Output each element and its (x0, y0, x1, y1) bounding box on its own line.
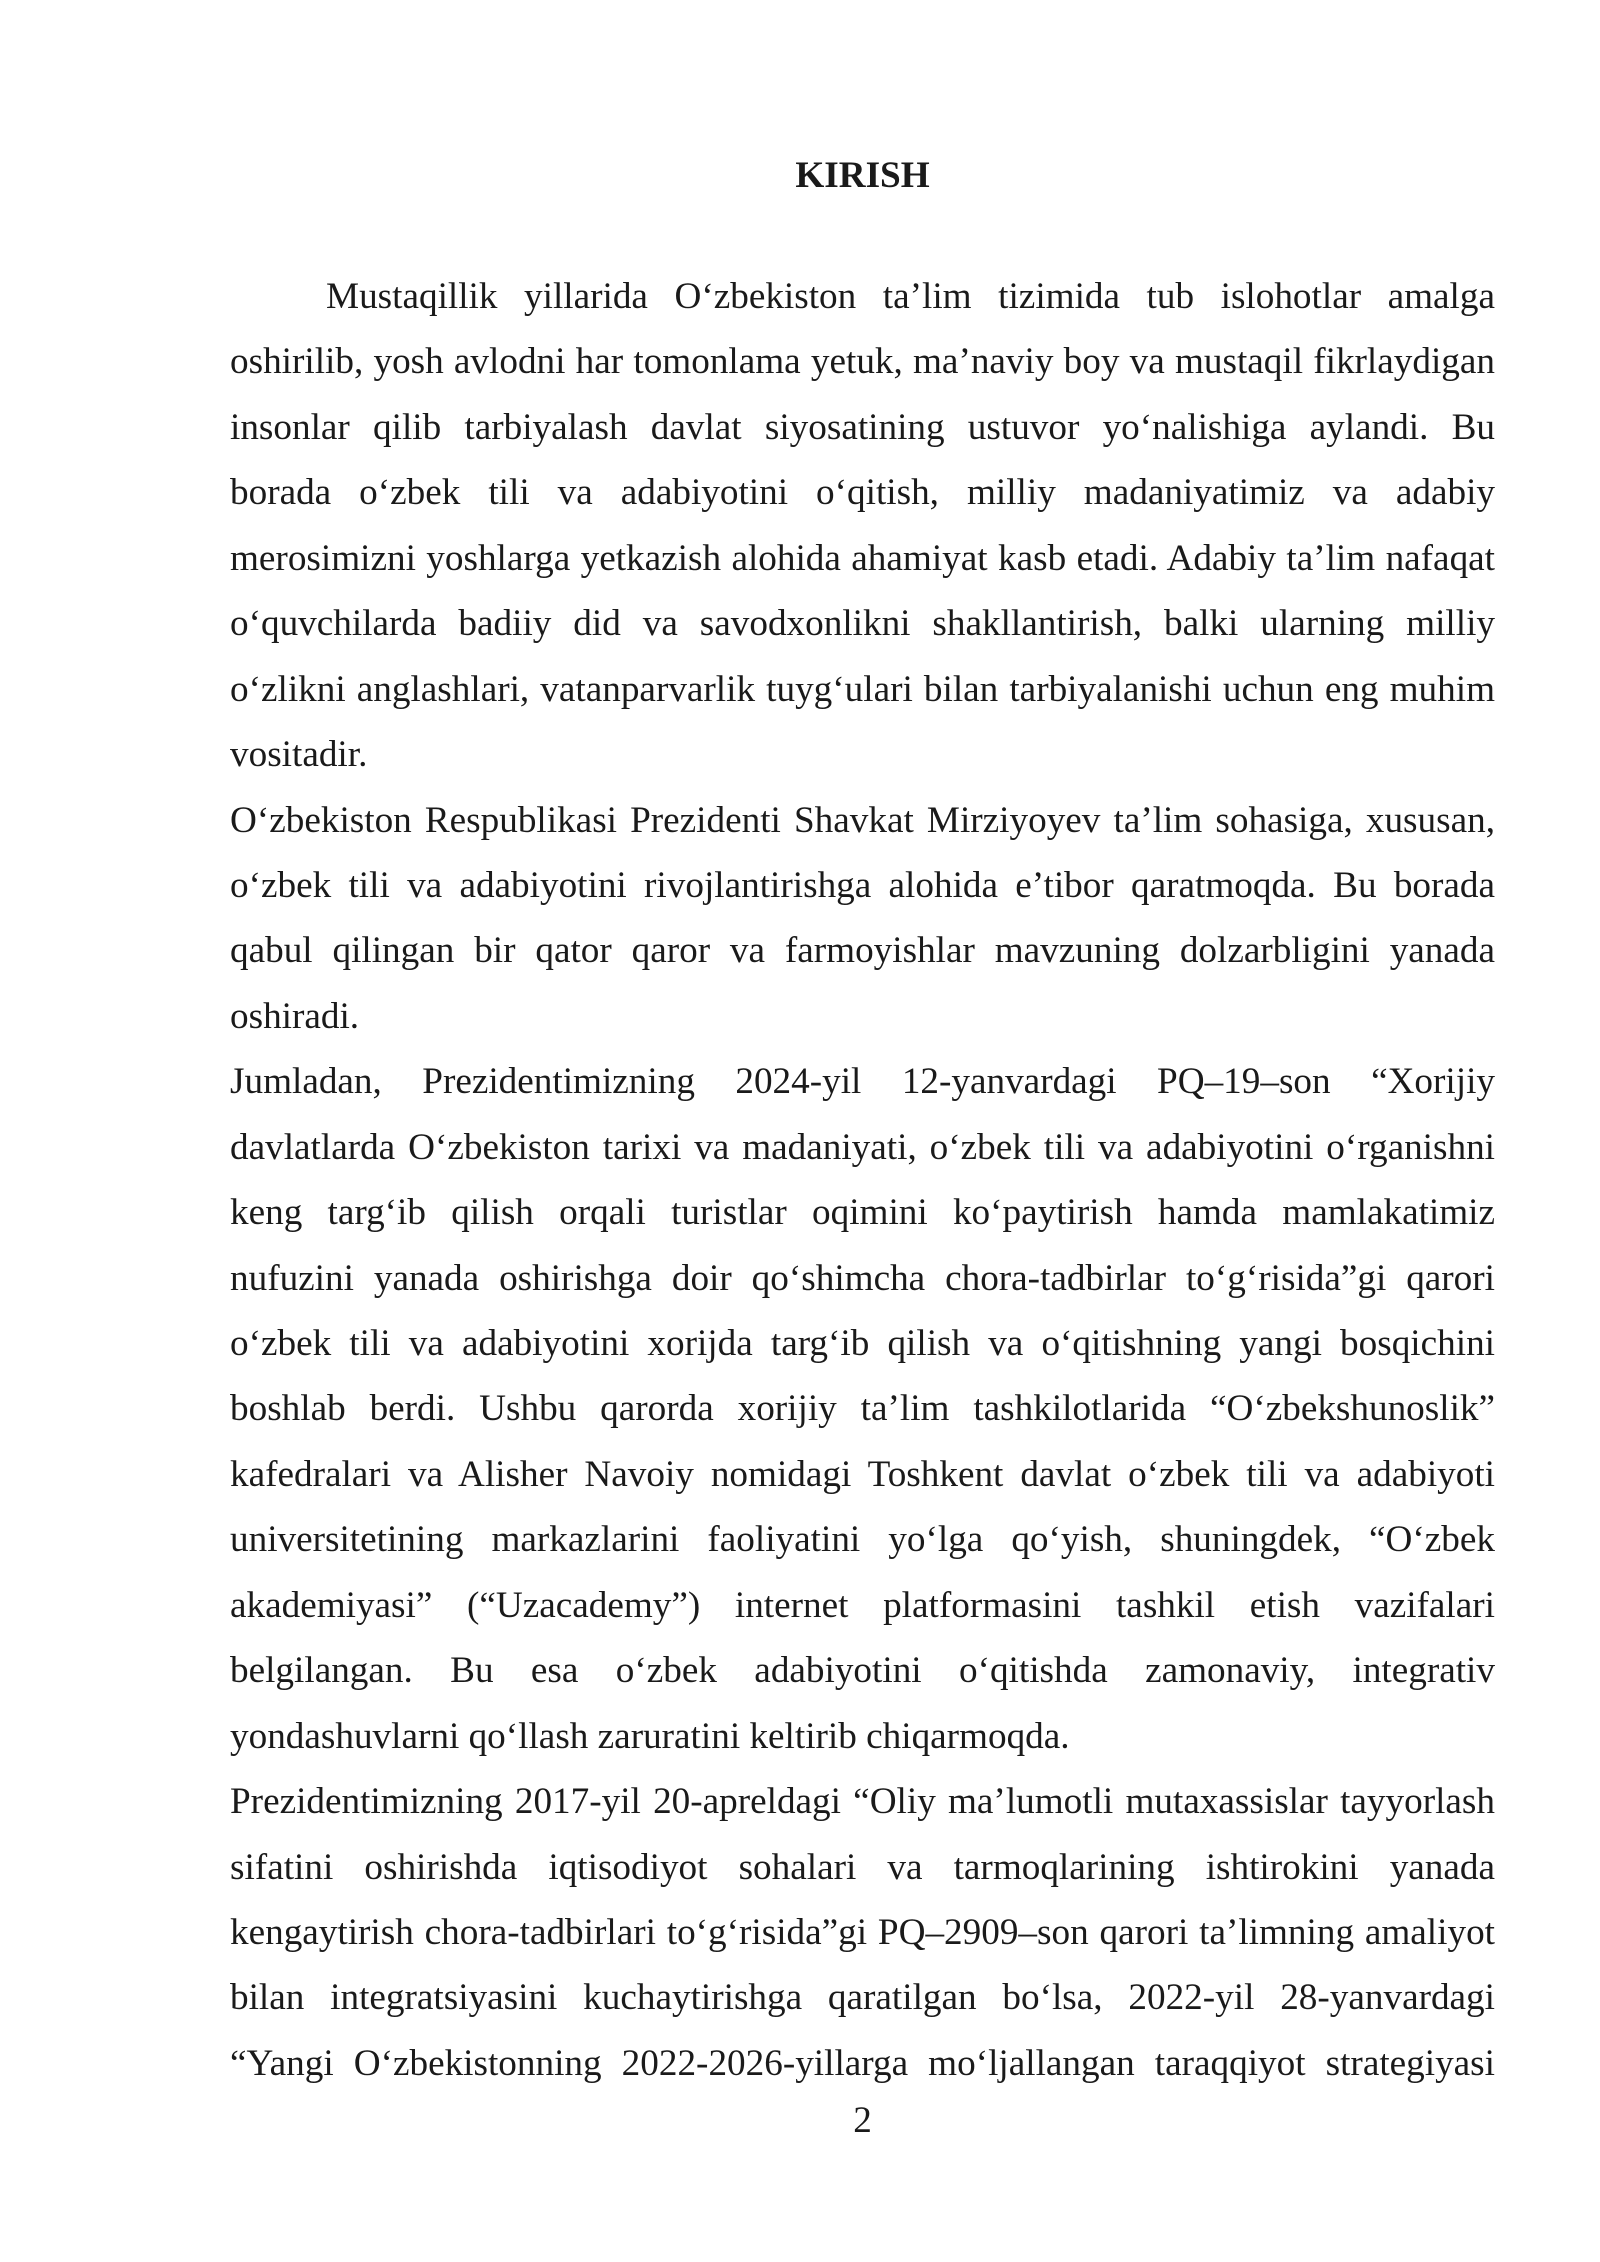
body-text (230, 264, 1495, 2096)
text-line: “Yangi O‘zbekistonning 2022-2026-yillarga mo‘ljallangan taraqqiyot strategiyasi (230, 2042, 1495, 2084)
text-line: akademiyasi” (“Uzacademy”) internet platformasini tashkil etish vazifalari (230, 1584, 1495, 1626)
text-line: belgilangan. Bu esa o‘zbek adabiyotini o‘qitishda zamonaviy, integrativ (230, 1650, 1495, 1692)
text-line: oshirilib, yosh avlodni har tomonlama yetuk, ma’naviy boy va mustaqil fikrlaydigan (230, 341, 1495, 383)
text-line: yondashuvlarni qo‘llash zaruratini keltirib chiqarmoqda. (230, 1715, 1070, 1757)
text-line: qabul qilingan bir qator qaror va farmoyishlar mavzuning dolzarbligini yanada (230, 930, 1495, 972)
text-line: Jumladan, Prezidentimizning 2024-yil 12-yanvardagi PQ–19–son “Xorijiy (230, 1061, 1495, 1103)
text-line: keng targ‘ib qilish orqali turistlar oqimini ko‘paytirish hamda mamlakatimiz (230, 1192, 1495, 1234)
text-line: o‘zbek tili va adabiyotini xorijda targ‘ib qilish va o‘qitishning yangi bosqichini (230, 1323, 1495, 1364)
text-line: o‘zlikni anglashlari, vatanparvarlik tuyg‘ulari bilan tarbiyalanishi uchun eng muhim (230, 668, 1495, 710)
text-line: davlatlarda O‘zbekiston tarixi va madaniyati, o‘zbek tili va adabiyotini o‘rganishni (230, 1126, 1495, 1168)
text-line: nufuzini yanada oshirishga doir qo‘shimcha chora-tadbirlar to‘g‘risida”gi qarori (230, 1257, 1495, 1299)
text-line: bilan integratsiyasini kuchaytirishga qaratilgan bo‘lsa, 2022-yil 28-yanvardagi (230, 1977, 1495, 2019)
paragraph (230, 1049, 1495, 1769)
text-line: boshlab berdi. Ushbu qarorda xorijiy ta’lim tashkilotlarida “O‘zbekshunoslik” (230, 1388, 1495, 1430)
text-line: kengaytirish chora-tadbirlari to‘g‘risida”gi PQ–2909–son qarori ta’limning amaliyot (230, 1911, 1495, 1953)
text-line: o‘zbek tili va adabiyotini rivojlantirishga alohida e’tibor qaratmoqda. Bu borada (230, 864, 1495, 906)
text-line: o‘quvchilarda badiiy did va savodxonlikni shakllantirish, balki ularning milliy (230, 603, 1495, 645)
section-title: KIRISH (795, 155, 930, 196)
paragraph (230, 788, 1495, 1050)
text-line: Mustaqillik yillarida O‘zbekiston ta’lim tizimida tub islohotlar amalga (326, 276, 1495, 317)
text-line: sifatini oshirishda iqtisodiyot sohalari va tarmoqlarining ishtirokini yanada (230, 1846, 1495, 1888)
text-line: kafedralari va Alisher Navoiy nomidagi Toshkent davlat o‘zbek tili va adabiyoti (230, 1453, 1495, 1495)
text-line: Prezidentimizning 2017-yil 20-apreldagi “Oliy ma’lumotli mutaxassislar tayyorlash (230, 1781, 1495, 1823)
text-line: borada o‘zbek tili va adabiyotini o‘qitish, milliy madaniyatimiz va adabiy (230, 472, 1495, 514)
paragraph (230, 1769, 1495, 2096)
text-line: merosimizni yoshlarga yetkazish alohida ahamiyat kasb etadi. Adabiy ta’lim nafaqat (230, 537, 1495, 579)
text-line: vositadir. (230, 734, 368, 776)
text-line: O‘zbekiston Respublikasi Prezidenti Shavkat Mirziyoyev ta’lim sohasiga, xususan, (230, 799, 1495, 841)
text-line: oshiradi. (230, 995, 360, 1037)
text-line: universitetining markazlarini faoliyatini yo‘lga qo‘yish, shuningdek, “O‘zbek (230, 1519, 1495, 1561)
page-number: 2 (853, 2100, 872, 2141)
paragraph (230, 264, 1495, 788)
text-line: insonlar qilib tarbiyalash davlat siyosatining ustuvor yo‘nalishiga aylandi. Bu (230, 406, 1495, 448)
